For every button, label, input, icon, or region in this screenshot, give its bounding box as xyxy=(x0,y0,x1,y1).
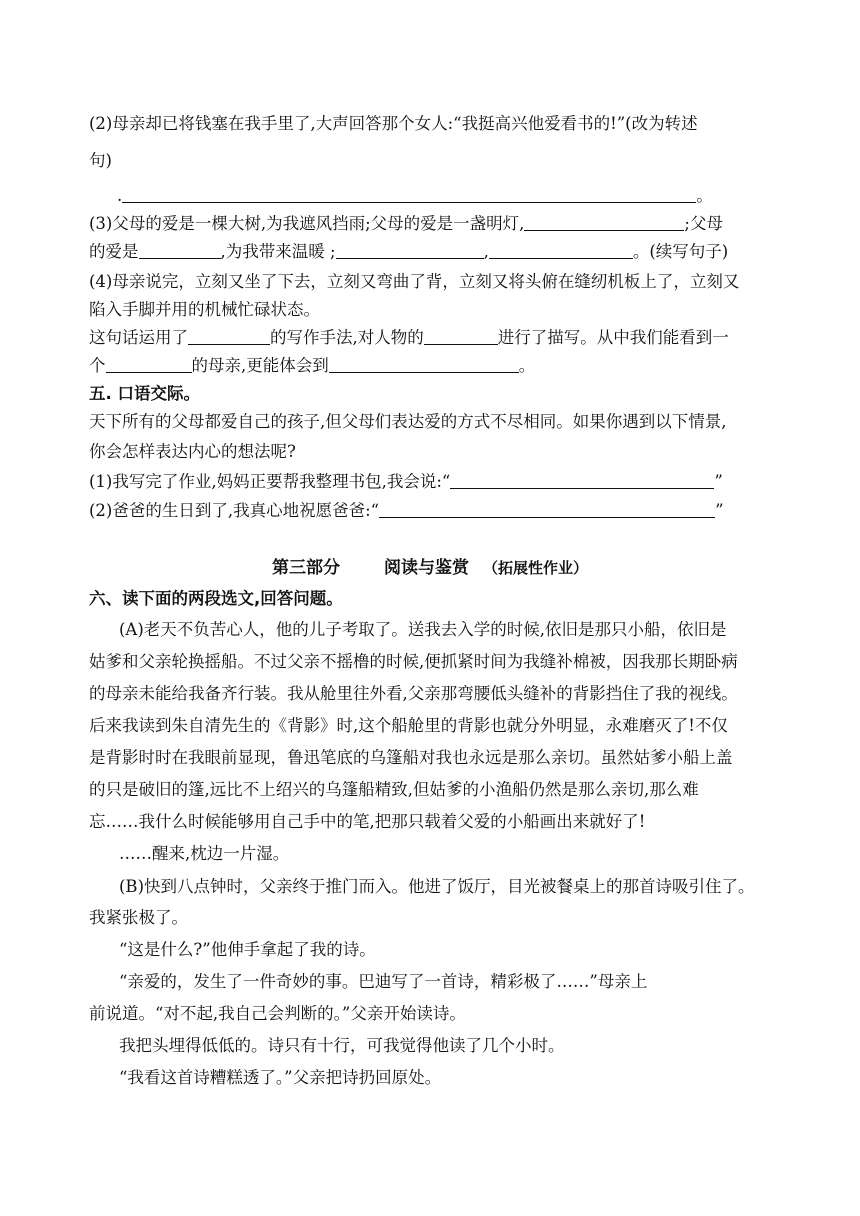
q2-answer-suffix: 。 xyxy=(696,186,713,205)
q4-text-d: 个 xyxy=(89,356,106,375)
passage-b-line: “我看这首诗糟糕透了。”父亲把诗扔回原处。 xyxy=(119,1068,442,1087)
part-subtitle: （拓展性作业） xyxy=(482,559,588,577)
section-6-heading: 六、读下面的两段选文,回答问题。 xyxy=(89,589,343,608)
q2-answer-prefix: . xyxy=(117,186,123,205)
q3-text-f: 。(续写句子) xyxy=(632,242,729,261)
part-label: 第三部分 xyxy=(271,558,340,578)
q2-line-2: 句) xyxy=(89,151,112,170)
passage-a-line: 的只是破旧的篷,远比不上绍兴的乌篷船精致,但姑爹的小渔船仍然是那么亲切,那么难 xyxy=(89,780,699,799)
section-5-intro-1: 天下所有的父母都爱自己的孩子,但父母们表达爱的方式不尽相同。如果你遇到以下情景, xyxy=(89,412,727,431)
q4-line-1: (4)母亲说完，立刻又坐了下去，立刻又弯曲了背，立刻又将头俯在缝纫机板上了，立刻又 xyxy=(89,272,740,291)
q3-text-d: ,为我带来温暖 ; xyxy=(220,242,336,261)
item-1-blank[interactable] xyxy=(450,472,714,489)
passage-a-line: 的母亲未能给我备齐行装。我从舱里往外看,父亲那弯腰低头缝补的背影挡住了我的视线。 xyxy=(89,684,738,703)
q3-blank-3[interactable] xyxy=(336,242,484,259)
q3-blank-4[interactable] xyxy=(489,242,633,259)
passage-b-line: 我紧张极了。 xyxy=(89,908,188,927)
q3-text-e: , xyxy=(483,242,489,261)
passage-b-line: “亲爱的，发生了一件奇妙的事。巴迪写了一首诗，精彩极了……”母亲上 xyxy=(119,972,648,991)
item-2-close-quote: ” xyxy=(715,501,724,520)
passage-b-line: 前说道。“对不起,我自己会判断的。”父亲开始读诗。 xyxy=(89,1004,466,1023)
q3-text-c: 的爱是 xyxy=(89,242,139,261)
q4-blank-1[interactable] xyxy=(188,328,270,345)
q4-text-c: 进行了描写。从中我们能看到一 xyxy=(497,328,729,347)
q4-line-2: 陷入手脚并用的机械忙碌状态。 xyxy=(89,300,320,319)
passage-a-line: 忘……我什么时候能够用自己手中的笔,把那只载着父爱的小船画出来就好了! xyxy=(89,812,646,831)
passage-a-line: 是背影时时在我眼前显现，鲁迅笔底的乌篷船对我也永远是那么亲切。虽然姑爹小船上盖 xyxy=(89,748,733,767)
section-5-item-1 xyxy=(89,468,723,492)
q4-blank-3[interactable] xyxy=(106,356,192,373)
item-1-close-quote: ” xyxy=(714,472,723,491)
passage-b-line: “这是什么?”他伸手拿起了我的诗。 xyxy=(119,940,376,959)
q3-blank-1[interactable] xyxy=(524,214,684,231)
part-name: 阅读与鉴赏 xyxy=(383,558,469,578)
q4-line-3 xyxy=(89,324,729,348)
q4-text-f: 。 xyxy=(518,356,536,375)
q3-text-b: ;父母 xyxy=(684,214,723,233)
passage-a-line: (A)老天不负苦心人，他的儿子考取了。送我去入学的时候,依旧是那只小船，依旧是 xyxy=(119,620,727,639)
q3-text-a: (3)父母的爱是一棵大树,为我遮风挡雨;父母的爱是一盏明灯, xyxy=(89,214,525,233)
q2-answer-line xyxy=(117,182,713,206)
q4-text-a: 这句话运用了 xyxy=(89,328,188,347)
q4-blank-4[interactable] xyxy=(329,356,519,373)
passage-b-line: (B)快到八点钟时，父亲终于推门而入。他进了饭厅，目光被餐桌上的那首诗吸引住了。 xyxy=(119,877,755,896)
part-3-title xyxy=(0,553,860,578)
section-5-intro-2: 你会怎样表达内心的想法呢? xyxy=(89,442,296,461)
item-2-blank[interactable] xyxy=(379,501,715,518)
q3-blank-2[interactable] xyxy=(139,242,221,259)
q2-answer-blank[interactable] xyxy=(122,186,696,203)
q4-text-b: 的写作手法,对人物的 xyxy=(270,328,424,347)
q4-line-4 xyxy=(89,352,535,376)
q3-line-2 xyxy=(89,238,728,262)
passage-a-line: 姑爹和父亲轮换摇船。不过父亲不摇橹的时候,便抓紧时间为我缝补棉被，因我那长期卧病 xyxy=(89,652,738,671)
q2-line-1: (2)母亲却已将钱塞在我手里了,大声回答那个女人:“我挺高兴他爱看书的!”(改为转述 xyxy=(89,114,698,133)
section-5-heading: 五. 口语交际。 xyxy=(89,384,201,403)
section-5-item-2 xyxy=(89,497,724,521)
q4-blank-2[interactable] xyxy=(424,328,498,345)
q4-text-e: 的母亲,更能体会到 xyxy=(191,356,329,375)
item-1-text: (1)我写完了作业,妈妈正要帮我整理书包,我会说:“ xyxy=(89,472,451,491)
passage-a-line: ……醒来,枕边一片湿。 xyxy=(119,844,290,863)
item-2-text: (2)爸爸的生日到了,我真心地祝愿爸爸:“ xyxy=(89,501,380,520)
q3-line-1 xyxy=(89,210,723,234)
passage-b-line: 我把头埋得低低的。诗只有十行，可我觉得他读了几个小时。 xyxy=(119,1036,565,1055)
passage-a-line: 后来我读到朱自清先生的《背影》时,这个船舱里的背影也就分外明显，永难磨灭了!不仅 xyxy=(89,716,728,735)
